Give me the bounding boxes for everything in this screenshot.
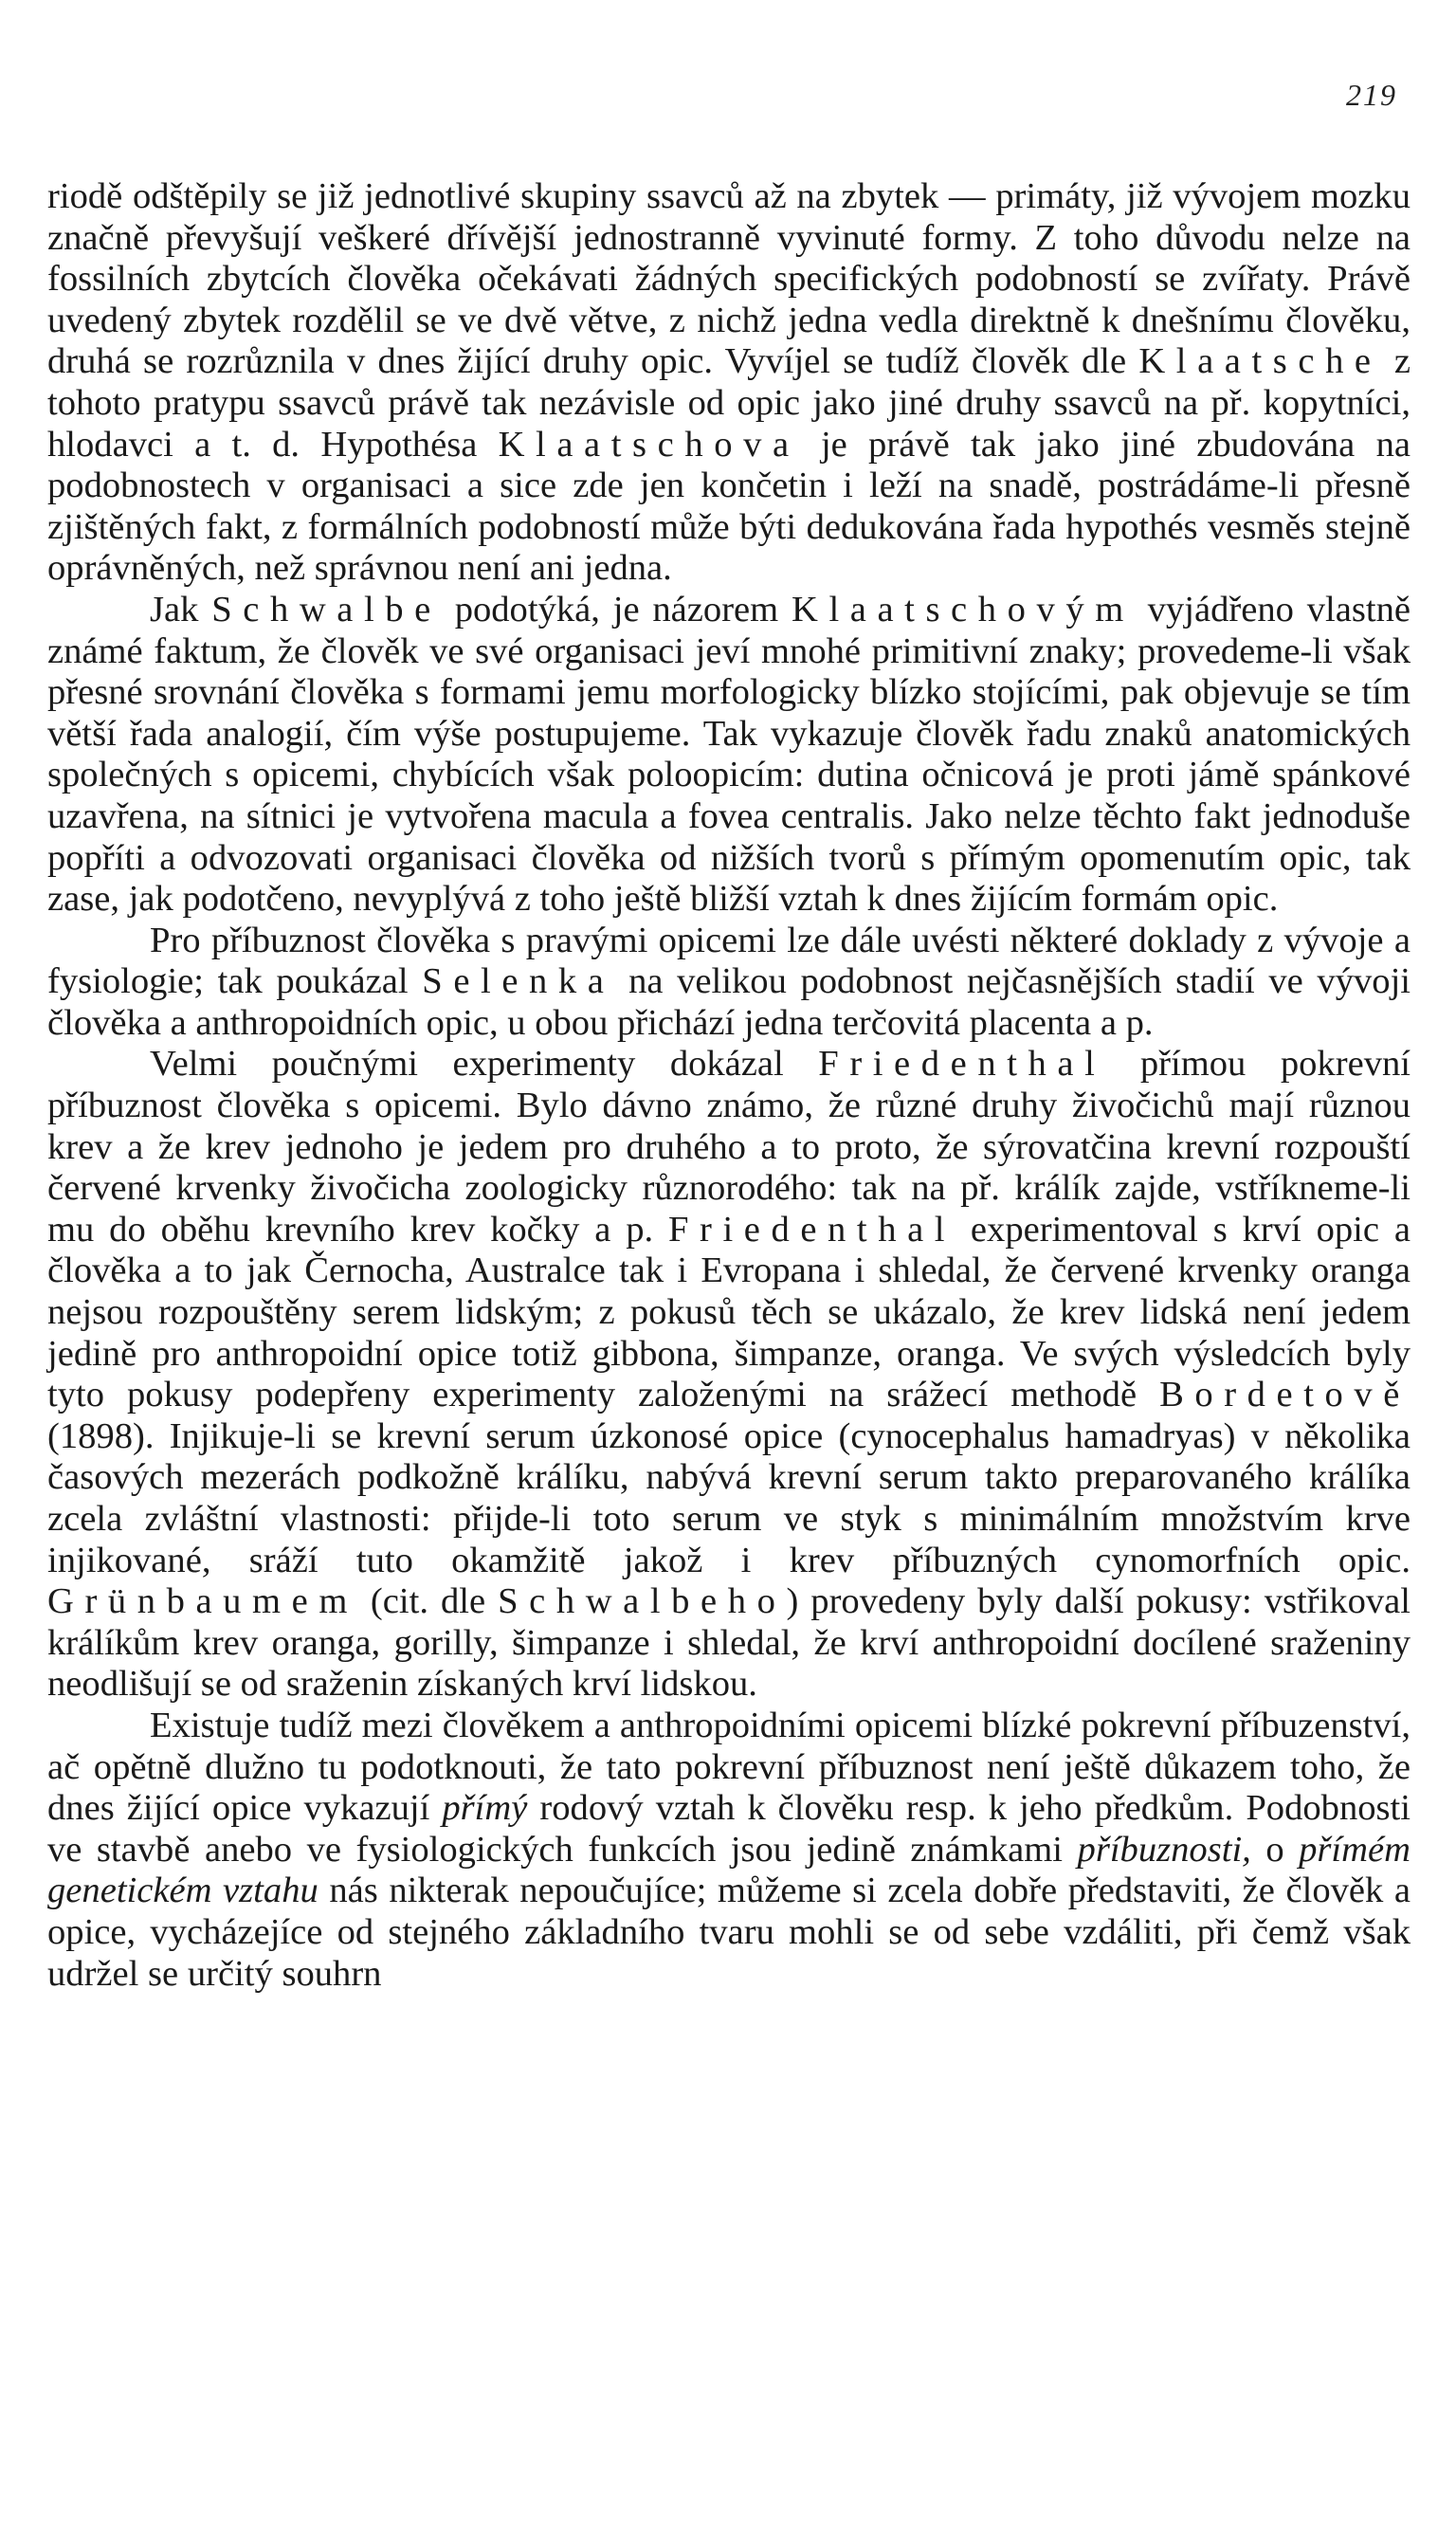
author-name: Schwalbe	[211, 589, 442, 630]
author-name: Klaatschovým	[792, 589, 1135, 630]
author-name: Bordetově	[1159, 1375, 1410, 1415]
text-run: rodový vztah k člověku resp. k jeho předkům. Podobnosti ve stavbě anebo ve fysiologických funkcích jsou jedině známkami	[47, 1788, 1410, 1870]
text-run: podotýká, je názorem	[441, 589, 792, 630]
text-run: nás nikterak nepoučujíce; můžeme si zcela dobře představiti, že člověk a opice, vycházejíce od stejného základního tvaru mohli se od sebe vzdáliti, při čemž však udržel se určitý souhrn	[47, 1871, 1410, 1994]
emphasis: příbuznosti,	[1077, 1829, 1251, 1870]
text-run: Jak	[150, 589, 212, 630]
text-run: na velikou podobnost nejčasnějších stadií ve vývoji člověka a anthropoidních opic, u obou přichází jedna terčovitá placenta a p.	[47, 961, 1410, 1043]
paragraph-1	[47, 176, 1410, 590]
author-name: Schwalbeho	[498, 1581, 787, 1622]
text-run: přímou pokrevní příbuznost člověka s opicemi. Bylo dávno známo, že různé druhy živočichů mají různou krev a že krev jednoho je jedem pro druhého a to proto, že sýrovatčina krevní rozpouští červené krvenky živočicha zoologicky různorodého: tak na př. králík zajde, vstříkneme-li mu do oběhu krevního krev kočky a p.	[47, 1044, 1410, 1250]
author-name: Grünbaumem	[47, 1581, 358, 1622]
paragraph-3	[47, 921, 1410, 1045]
page-number: 219	[1346, 78, 1397, 112]
author-name: Friedenthal	[818, 1044, 1106, 1085]
body-text	[47, 176, 1410, 1995]
author-name: Selenka	[422, 961, 615, 1002]
text-run: o	[1250, 1829, 1300, 1870]
author-name: Klaatschova	[498, 424, 800, 465]
text-run: riodě odštěpily se již jednotlivé skupiny ssavců až na zbytek — primáty, již vývojem mozku značně převyšují veškeré dřívější jednostranně vyvinuté formy. Z toho důvodu nelze na fossilních zbytcích člověka očekávati žádných specifických podobností se zvířaty. Právě uvedený zbytek rozdělil se ve dvě větve, z nichž jedna vedla direktně k dnešnímu člověku, druhá se rozrůznila v dnes žijící druhy opic. Vyvíjel se tudíž člověk dle	[47, 176, 1410, 382]
text-run: vyjádřeno vlastně známé faktum, že člověk ve své organisaci jeví mnohé primitivní znaky; provedeme-li však přesné srovnání člověka s formami jemu morfologicky blízko stojícími, pak objevuje se tím větší řada analogií, čím výše postupujeme. Tak vykazuje člověk řadu znaků anatomických společných s opicemi, chybících však poloopicím: dutina očnicová je proti jámě spánkové uzavřena, na sítnici je vytvořena macula a fovea centralis. Jako nelze těchto fakt jednoduše popříti a odvozovati organisaci člověka od nižších tvorů s přímým opomenutím opic, tak zase, jak podotčeno, nevyplývá z toho ještě bližší vztah k dnes žijícím formám opic.	[47, 589, 1410, 920]
text-run: Existuje tudíž mezi člověkem a anthropoidními opicemi blízké pokrevní příbuzenství, ač opětně dlužno tu podotknouti, že tato pokrevní příbuznost není ještě důkazem toho, že dnes žijící opice vykazují	[47, 1705, 1410, 1829]
paragraph-2	[47, 590, 1410, 921]
emphasis: přímém genetickém vztahu	[47, 1829, 1410, 1911]
text-run: z tohoto pratypu ssavců právě tak nezávisle od opic jako jiné druhy ssavců na př. kopytníci, hlodavci a t. d. Hypothésa	[47, 341, 1410, 465]
text-run: Velmi poučnými experimenty dokázal	[150, 1044, 819, 1085]
paragraph-5	[47, 1706, 1410, 1995]
paragraph-4	[47, 1044, 1410, 1706]
author-name: Friedenthal	[668, 1209, 956, 1250]
text-run: ) provedeny byly další pokusy: vstřikoval králíkům krev oranga, gorilly, šimpanze i shledal, že krví anthropoidní docílené sraženiny neodlišují se od sraženin získaných krví lidskou.	[47, 1581, 1410, 1705]
emphasis: přímý	[442, 1788, 528, 1829]
text-run: experimentoval s krví opic a člověka a to jak Černocha, Australce tak i Evropana i shledal, že červené krvenky oranga nejsou rozpouštěny serem lidským; z pokusů těch se ukázalo, že krev lidská není jedem jedině pro anthropoidní opice totiž gibbona, šimpanze, oranga. Ve svých výsledcích byly tyto pokusy podepřeny experimenty založenými na srážecí methodě	[47, 1209, 1410, 1415]
text-run: Pro příbuznost člověka s pravými opicemi lze dále uvésti některé doklady z vývoje a fysiologie; tak poukázal	[47, 920, 1410, 1002]
text-run: je právě tak jako jiné zbudována na podobnostech v organisaci a sice zde jen končetin i leží na snadě, postrádáme-li přesně zjištěných fakt, z formálních podobností může býti dedukována řada hypothés vesměs stejně oprávněných, než správnou není ani jedna.	[47, 424, 1410, 589]
text-run: (1898). Injikuje-li se krevní serum úzkonosé opice (cynocephalus hamadryas) v několika časových mezerách podkožně králíku, nabývá krevní serum takto preparovaného králíka zcela zvláštní vlastnosti: přijde-li toto serum ve styk s minimálním množstvím krve injikované, sráží tuto okamžitě jakož i krev příbuzných cynomorfních opic.	[47, 1415, 1410, 1580]
text-run: (cit. dle	[357, 1581, 499, 1622]
author-name: Klaatsche	[1138, 341, 1382, 382]
